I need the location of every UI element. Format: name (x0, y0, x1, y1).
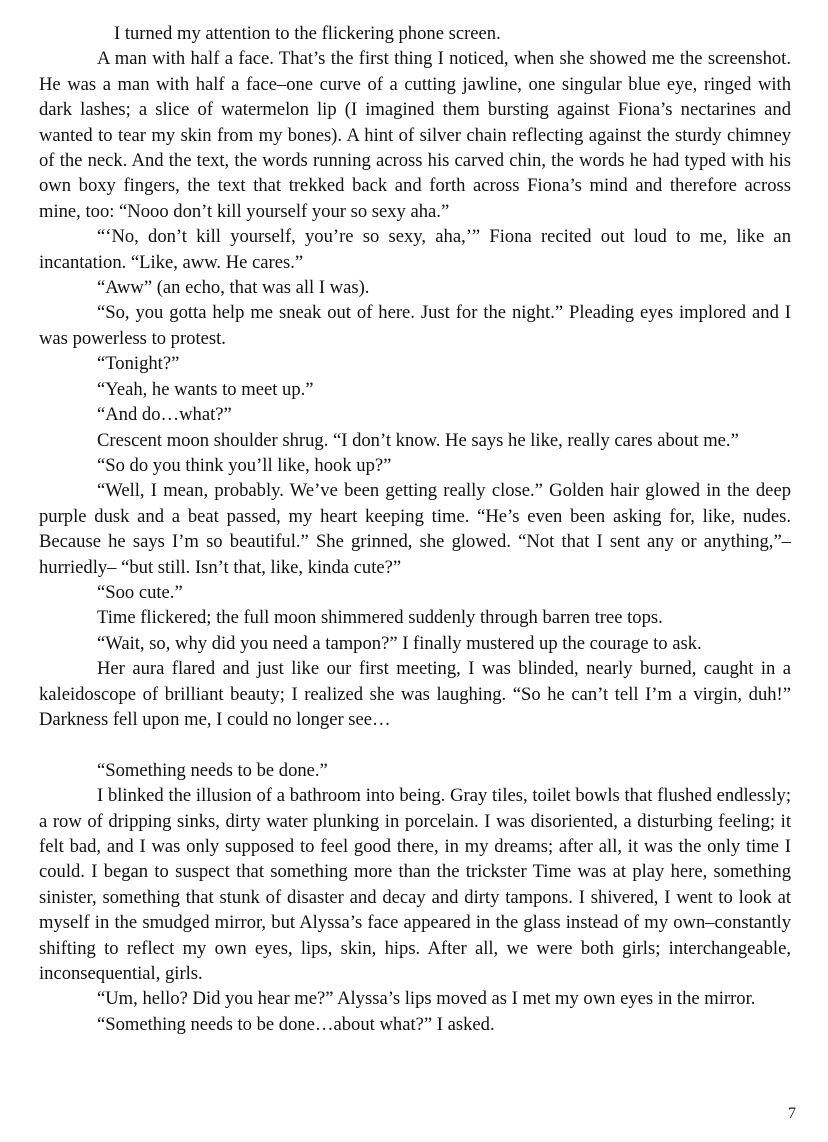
paragraph: A man with half a face. That’s the first thing I noticed, when she showed me the screenshot. He was a man with half a face–one curve of a cutting jawline, one singular blue eye, ringed with dark lashes; a slice of watermelon lip (I imagined them bursting against Fiona’s nectarines and wanted to tear my skin from my bones). A hint of silver chain reflecting against the sturdy chimney of the neck. And the text, the words running across his carved chin, the words he had typed with his own boxy fingers, the text that trekked back and forth across Fiona’s mind and therefore across mine, too: “Nooo don’t kill yourself your so sexy aha.” (39, 48, 791, 222)
body-text (39, 21, 791, 1037)
paragraph: “Something needs to be done.” (97, 759, 328, 781)
paragraph: “Yeah, he wants to meet up.” (97, 378, 314, 400)
paragraph: “Well, I mean, probably. We’ve been getting really close.” Golden hair glowed in the deep purple dusk and a beat passed, my heart keeping time. “He’s even been asking for, like, nudes. Because he says I’m so beautiful.” She grinned, she glowed. “Not that I sent any or anything,”–hurriedly– “but still. Isn’t that, like, kinda cute?” (39, 480, 791, 578)
paragraph: “So do you think you’ll like, hook up?” (97, 454, 392, 476)
paragraph: I blinked the illusion of a bathroom into being. Gray tiles, toilet bowls that flushed endlessly; a row of dripping sinks, dirty water plunking in porcelain. I was disoriented, a disturbing feeling; it felt bad, and I was only supposed to feel good there, in my dreams; after all, it was the only time I could. I began to suspect that something more than the trickster Time was at play here, something sinister, something that stunk of disaster and decay and dirty tampons. I shivered, I went to look at myself in the smudged mirror, but Alyssa’s face appeared in the glass instead of my own–constantly shifting to reflect my own eyes, lips, skin, hips. After all, we were both girls; interchangeable, inconsequential, girls. (39, 785, 791, 985)
paragraph: “So, you gotta help me sneak out of here. Just for the night.” Pleading eyes implored and I was powerless to protest. (39, 302, 791, 349)
paragraph: Crescent moon shoulder shrug. “I don’t know. He says he like, really cares about me.” (97, 429, 739, 451)
paragraph: “Wait, so, why did you need a tampon?” I finally mustered up the courage to ask. (97, 632, 702, 654)
section-break (39, 732, 791, 757)
paragraph: Her aura flared and just like our first meeting, I was blinded, nearly burned, caught in a kaleidoscope of brilliant beauty; I realized she was laughing. “So he can’t tell I’m a virgin, duh!” Darkness fell upon me, I could no longer see… (39, 658, 791, 730)
paragraph: “Something needs to be done…about what?” I asked. (97, 1013, 495, 1035)
paragraph: “Soo cute.” (97, 581, 183, 603)
paragraph: I turned my attention to the flickering phone screen. (114, 23, 501, 44)
paragraph: “Um, hello? Did you hear me?” Alyssa’s lips moved as I met my own eyes in the mirror. (97, 988, 756, 1010)
paragraph: “Tonight?” (97, 353, 180, 375)
paragraph: “Aww” (an echo, that was all I was). (97, 277, 370, 299)
paragraph: Time flickered; the full moon shimmered suddenly through barren tree tops. (97, 607, 663, 629)
page-number: 7 (788, 1105, 796, 1122)
paragraph: “And do…what?” (97, 404, 232, 426)
paragraph: “‘No, don’t kill yourself, you’re so sexy, aha,’” Fiona recited out loud to me, like an incantation. “Like, aww. He cares.” (39, 226, 791, 273)
